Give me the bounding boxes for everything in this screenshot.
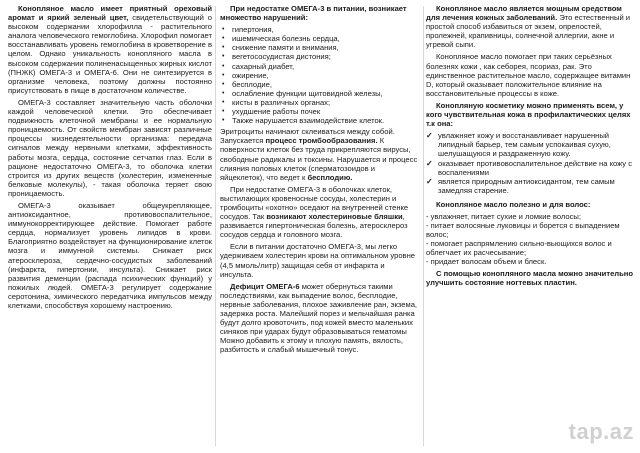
column-divider <box>423 6 424 446</box>
column-left <box>8 4 212 313</box>
list-item: • гипертония, <box>222 25 274 35</box>
enough-omega3-paragraph: Если в питании достаточно ОМЕГА-3, мы легко удерживаем холестерин крови на оптимальном уровне (4,5 ммоль/литр) защищая себя от инфаркта и инсульта. <box>220 242 415 279</box>
list-item: ✓ оказывает противовоспалительное действие на кожу с воспалениями <box>426 158 633 177</box>
bullet-icon: • <box>222 117 225 125</box>
checkmark-icon: ✓ <box>426 131 433 141</box>
deficit-list <box>220 25 420 125</box>
list-item: • сахарный диабет, <box>222 61 295 71</box>
cosmetics-list <box>426 131 634 195</box>
skin-paragraph: Конопляное масло является мощным средством для лечения кожных заболеваний. Это естественный и простой способ избавиться от экзем, опрелостей, пролежней, крапивницы, солнечной аллергии, акне и угревой сыпи. <box>426 4 631 50</box>
bullet-icon: • <box>222 71 225 79</box>
list-item: • вегетососудистая дистония; <box>222 52 331 62</box>
omega3-effects-paragraph: ОМЕГА-3 оказывает общеукрепляющее, антиоксидантное, противовоспалительное, иммунокорректирующее действие. Помогает работе сердца, нормализует уровень липидов в крови. Благоприятно воздействует на функционирование клеток мозга и иммунной системы. Снижает риск атеросклероза, сердечно-сосудистых заболеваний (инфаркта, гипертонии, инсульта). Снижает риск развития деменции (распада психических функций) у пожилых людей. ОМЕГА-3 регулирует содержание серотонина, химического передатчика импульсов между клетками, способствуя хорошему настроению. <box>8 200 212 310</box>
bullet-icon: • <box>222 89 225 97</box>
column-divider <box>215 6 216 446</box>
thrombus-paragraph: Эритроциты начинают склеиваться между собой. Запускается процесс тромбообразования. К поверхности клеток без труда прикрепляются вирусы, свободные радикалы и токсины. Нарушается и процесс слияния половых клеток (сперматозоидов и яйцеклеток), что ведет к бесплодию. <box>220 127 418 182</box>
watermark-logo: tap.az <box>568 419 634 444</box>
column-right <box>426 4 634 290</box>
hair-heading: Конопляное масло полезно и для волос: <box>436 199 591 209</box>
omega3-membrane-paragraph: ОМЕГА-3 составляет значительную часть оболочки каждой человеческой клетки. Это обеспечивает подвижность клеточной мембраны и ее нормальную проницаемость. От свойств мембран зависят различные процессы жизнедеятельности организма: передача сигналов между нервными клетками, эффективность работы мозга, сердца, состояние сетчатки глаз. Если в рационе недостаточно ОМЕГА-3, то оболочка клетки строится из других веществ (холестерин, измененные белковые молекулы), - такая оболочка теряет свою проницаемость. <box>8 97 212 198</box>
list-item: • ослабление функции щитовидной железы, <box>222 88 383 98</box>
column-middle <box>220 4 420 357</box>
bullet-icon: • <box>222 53 225 61</box>
hair-item: - помогает распрямлению сильно-вьющихся волос и облегчает их расчесывание; <box>426 239 612 258</box>
list-item: • ожирение, <box>222 70 269 80</box>
bullet-icon: • <box>222 62 225 70</box>
deficit-omega6-paragraph: Дефицит ОМЕГА-6 может обернуться такими последствиями, как выпадение волос, бесплодие, нервные заболевания, плохое заживление ран, экзема, задержка роста. Малейший порез и мельчайшая ранка будут долго кровоточить, под кожей вместо маленьких синяков при ударах будут образовываться гематомы Можно добавить к этому и плохую память, вялость, разбитость и слабый мышечный тонус. <box>220 281 418 355</box>
bullet-icon: • <box>222 44 225 52</box>
intro-paragraph <box>8 4 212 95</box>
list-item: ✓ увлажняет кожу и восстанавливает нарушенный липидный барьер, тем самым успокаивая сухую, шелушащуюся и раздраженную кожу. <box>426 131 611 159</box>
bullet-icon: • <box>222 98 225 106</box>
list-item: • Также нарушается взаимодействие клеток. <box>222 116 385 126</box>
skin-diseases-paragraph: Конопляное масло помогает при таких серьёзных болезнях кожи , как себорея, псориаз, рак. Это единственное растительное масло, содержащее витамин D, который оказывает положительное влияние на восстановительные процессы в коже. <box>426 52 631 98</box>
bullet-icon: • <box>222 26 225 34</box>
list-item: • бесплодие, <box>222 79 272 89</box>
list-item: • снижение памяти и внимания, <box>222 43 339 53</box>
list-item: • ишемическая болезнь сердца, <box>222 34 340 44</box>
nails-paragraph: С помощью конопляного масла можно значительно улучшить состояние ногтевых пластин. <box>426 268 634 287</box>
bullet-icon: • <box>222 35 225 43</box>
cholesterol-paragraph: При недостатке ОМЕГА-3 в оболочках клеток, выстилающих кровеносные сосуды, холестерин и тромбоциты «охотно» оседают на внутренней стенке сосудов. Так возникают холестериновые бляшки, развивается гипертоническая болезнь, атеросклероз сосудов сердца и головного мозга. <box>220 184 409 240</box>
list-item: • ухудшение работы почек <box>222 107 321 117</box>
cosmetics-heading: Конопляную косметику можно применять всем, у кого чувствительная кожа в профилактических целях т.к она: <box>426 100 631 129</box>
checkmark-icon: ✓ <box>426 176 433 186</box>
deficit-omega3-heading: При недостатке ОМЕГА-3 в питании, возникает множество нарушений: <box>220 4 407 23</box>
list-item: ✓ является природным антиоксидантом, тем самым замедляя старение. <box>426 176 615 195</box>
bullet-icon: • <box>222 80 225 88</box>
hair-item: - питает волосяные луковицы и борется с выпадением волос; <box>426 221 620 240</box>
hair-item: - увлажняет, питает сухие и ломкие волосы; <box>426 211 581 221</box>
bullet-icon: • <box>222 108 225 116</box>
hair-item: - придает волосам объем и блеск. <box>426 257 547 267</box>
intro-bold-text: Конопляное масло имеет приятный ореховый аромат и яркий зеленый цвет, <box>8 4 212 23</box>
list-item: • кисты в различных органах; <box>222 97 331 107</box>
intro-text: свидетельствующий о высоком содержании хлорофилла - растительного аналога человеческого гемоглобина. Хлорофил помогает восстанавливать уровень гемоглобина в кроветворение в целом. Однако уникальность конопляного масла в высоком содержании полиненасыщенных жирных кислот (ПНЖК) ОМЕГА-3 и ОМЕГА-6. Они не синтезируется в организме человека, поэтому должны постоянно присутствовать в пище в достаточном количестве. <box>8 13 212 95</box>
checkmark-icon: ✓ <box>426 158 433 168</box>
